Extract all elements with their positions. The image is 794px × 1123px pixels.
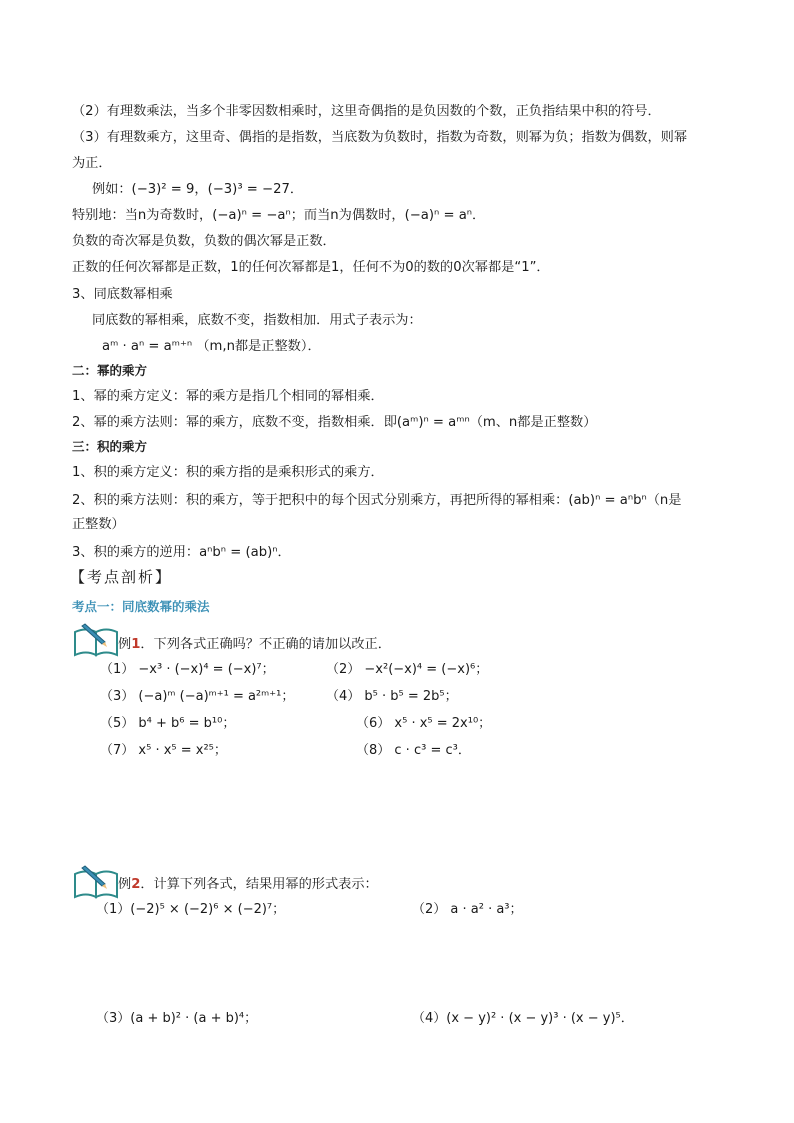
text-line: 正整数）: [72, 517, 125, 532]
exercise-item: （7） x⁵ · x⁵ = x²⁵；: [100, 743, 227, 758]
exercise-item: （6） x⁵ · x⁵ = 2x¹⁰；: [356, 716, 492, 731]
text-line: （3）有理数乘方，这里奇、偶指的是指数，当底数为负数时，指数为奇数，则幂为负；指数为偶数，则幂: [72, 130, 688, 145]
section-heading: 三：积的乘方: [72, 439, 148, 454]
exercise-item: （4） b⁵ · b⁵ = 2b⁵；: [326, 689, 458, 704]
example-2-title: 例2．计算下列各式，结果用幂的形式表示：: [118, 877, 378, 892]
text-line: 1、幂的乘方定义：幂的乘方是指几个相同的幂相乘．: [72, 389, 384, 404]
section-heading: 二：幂的乘方: [72, 363, 148, 378]
exercise-item: （1）(−2)⁵ × (−2)⁶ × (−2)⁷；: [96, 902, 286, 917]
subheading: 3、同底数幂相乘: [72, 287, 173, 302]
exercise-item: （1） −x³ · (−x)⁴ = (−x)⁷；: [100, 662, 275, 677]
text-line: 2、积的乘方法则：积的乘方，等于把积中的每个因式分别乘方，再把所得的幂相乘：(ab)ⁿ = aⁿbⁿ（n是: [72, 493, 682, 508]
exercise-item: （3） (−a)ᵐ (−a)ᵐ⁺¹ = a²ᵐ⁺¹；: [100, 689, 295, 704]
section-title: 【考点剖析】: [70, 568, 173, 586]
text-line: 特别地：当n为奇数时，(−a)ⁿ = −aⁿ；而当n为偶数时，(−a)ⁿ = aⁿ．: [72, 208, 486, 223]
text-line: 同底数的幂相乘，底数不变，指数相加．用式子表示为：: [92, 313, 422, 328]
book-pencil-icon: [72, 622, 120, 658]
book-pencil-icon: [72, 864, 120, 900]
exercise-item: （3）(a + b)² · (a + b)⁴；: [96, 1011, 258, 1026]
exercise-item: （2） a · a² · a³；: [412, 902, 523, 917]
text-line: 负数的奇次幂是负数，负数的偶次幂是正数．: [72, 234, 336, 249]
text-line: 2、幂的乘方法则：幂的乘方，底数不变，指数相乘．即(aᵐ)ⁿ = aᵐⁿ（m、n都是正整数）: [72, 415, 597, 430]
topic-label: 考点一：同底数幂的乘法: [72, 599, 210, 614]
text-line: 3、积的乘方的逆用：aⁿbⁿ = (ab)ⁿ．: [72, 545, 291, 560]
text-line: 为正．: [72, 156, 112, 171]
exercise-item: （4）(x − y)² · (x − y)³ · (x − y)⁵．: [412, 1011, 634, 1026]
example-line: 例如：(−3)² = 9，(−3)³ = −27．: [92, 182, 304, 197]
text-line: 1、积的乘方定义：积的乘方指的是乘积形式的乘方．: [72, 465, 384, 480]
example-1-title: 例1．下列各式正确吗？不正确的请加以改正．: [118, 637, 391, 652]
exercise-item: （8） c · c³ = c³．: [356, 743, 471, 758]
text-line: 正数的任何次幂都是正数，1的任何次幂都是1，任何不为0的数的0次幂都是“1”．: [72, 260, 550, 275]
exercise-item: （2） −x²(−x)⁴ = (−x)⁶；: [326, 662, 489, 677]
exercise-item: （5） b⁴ + b⁶ = b¹⁰；: [100, 716, 236, 731]
formula-line: aᵐ · aⁿ = aᵐ⁺ⁿ （m,n都是正整数）．: [102, 339, 321, 354]
text-line: （2）有理数乘法，当多个非零因数相乘时，这里奇偶指的是负因数的个数，正负指结果中积的符号．: [72, 104, 661, 119]
